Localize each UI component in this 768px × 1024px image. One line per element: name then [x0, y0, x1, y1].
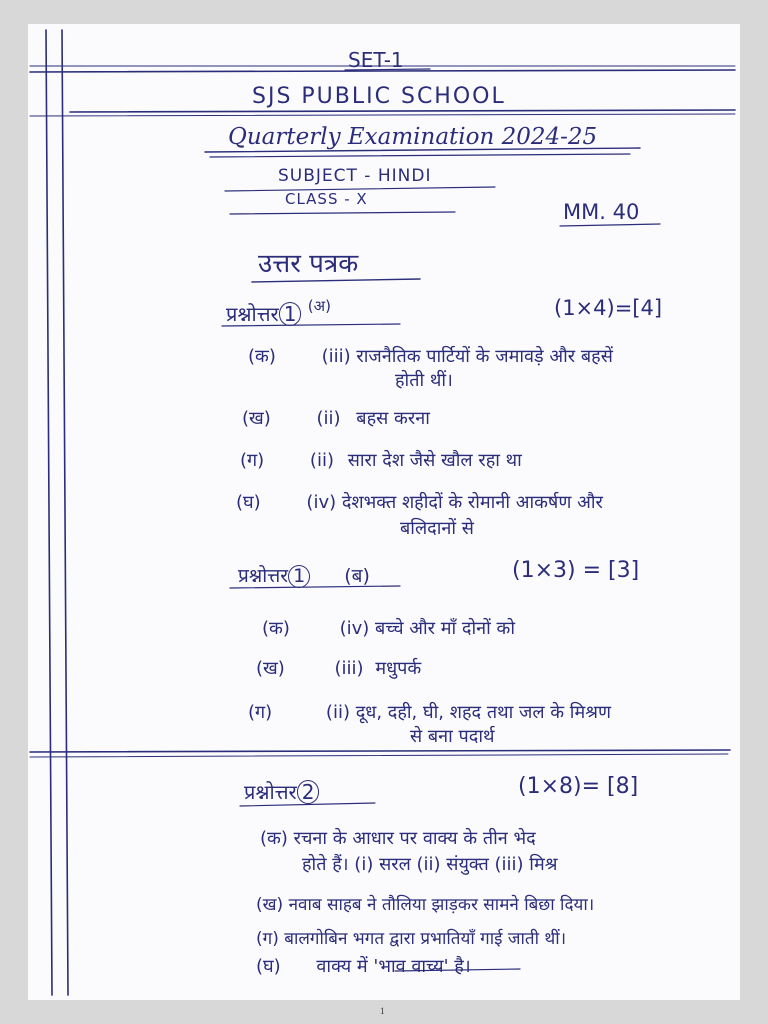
class-label: CLASS - X [285, 190, 368, 208]
answer-row: (ख) (iii) मधुपर्क [256, 658, 422, 679]
answer-row: (घ) वाक्य में 'भाव वाच्य' है। [256, 956, 471, 977]
section-2-heading: प्रश्नोत्तर 2 [244, 778, 319, 805]
section-1b-marks: (1×3) = [3] [512, 558, 640, 583]
answer-continuation: से बना पदार्थ [410, 726, 495, 747]
school-name: SJS PUBLIC SCHOOL [252, 84, 506, 109]
answer-row: (ग) बालगोबिन भगत द्वारा प्रभातियाँ गाई जाती थीं। [256, 929, 567, 949]
answer-row: (क) (iv) बच्चे और माँ दोनों को [262, 618, 515, 639]
set-label: SET-1 [348, 48, 404, 72]
answer-row: (ख) नवाब साहब ने तौलिया झाड़कर सामने बिछा दिया। [256, 895, 595, 915]
answer-continuation: होती थीं। [395, 370, 453, 391]
subject-label: SUBJECT - HINDI [278, 166, 432, 186]
part-label: (ब) [344, 565, 370, 587]
max-marks: MM. 40 [563, 200, 640, 224]
answer-row: (क) (iii) राजनैतिक पार्टियों के जमावड़े और बहसें [248, 346, 613, 367]
answer-row: (घ) (iv) देशभक्त शहीदों के रोमानी आकर्षण और [236, 492, 603, 513]
answer-row: (क) रचना के आधार पर वाक्य के तीन भेद [260, 828, 536, 849]
question-number-1: 1 [279, 302, 302, 326]
answer-row: (ग) (ii) सारा देश जैसे खौल रहा था [240, 450, 522, 471]
answer-continuation: होते हैं। (i) सरल (ii) संयुक्त (iii) मिश्र [302, 854, 558, 875]
answer-sheet-title: उत्तर पत्रक [258, 249, 359, 279]
question-number-1: 1 [288, 565, 310, 588]
answer-row: (ख) (ii) बहस करना [242, 408, 430, 429]
page-number: 1 [380, 1006, 385, 1016]
exam-title: Quarterly Examination 2024-25 [228, 124, 598, 150]
section-2-marks: (1×8)= [8] [518, 774, 639, 799]
section-1a-marks: (1×4)=[4] [554, 296, 663, 320]
question-number-2: 2 [297, 780, 320, 804]
answer-row: (ग) (ii) दूध, दही, घी, शहद तथा जल के मिश्रण [248, 702, 611, 723]
part-label: (अ) [307, 297, 331, 315]
section-1a-heading: प्रश्नोत्तर 1 $^{(अ)}$ [226, 297, 331, 326]
answer-continuation: बलिदानों से [400, 518, 474, 539]
section-1b-heading: प्रश्नोत्तर 1 (ब) [238, 565, 370, 587]
